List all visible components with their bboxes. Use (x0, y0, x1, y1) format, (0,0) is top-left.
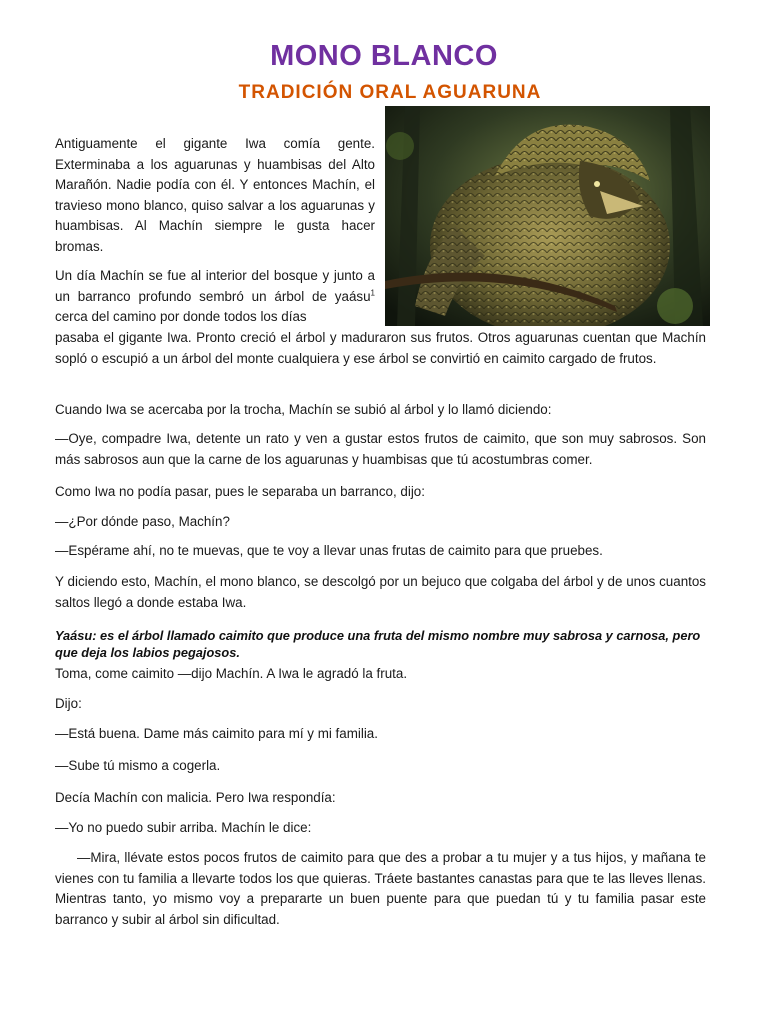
paragraph-6 (55, 512, 706, 533)
page-title: MONO BLANCO (270, 40, 498, 72)
paragraph-5-text: Como Iwa no podía pasar, pues le separaba un barranco, dijo: (55, 484, 425, 499)
paragraph-intro (55, 134, 375, 257)
creature-illustration-icon (385, 106, 710, 326)
paragraph-15-text: —Mira, llévate estos pocos frutos de caimito para que des a probar a tu mujer y a tus hijos, y mañana te vienes con tu familia a llevarte todos los que quieras. Tráete bastantes canastas para que te las lleves llenas. Mientras tanto, yo mismo voy a prepararte un buen puente para que puedan tú y tu familia pasar este barranco y subir al árbol sin dificultad. (55, 850, 706, 927)
paragraph-2-part-a: Un día Machín se fue al interior del bosque y junto a un barranco profundo sembró un árbol de yaásu (55, 268, 375, 304)
paragraph-8 (55, 572, 706, 613)
footnote-mark: 1 (370, 288, 375, 298)
creature-illustration (385, 106, 710, 326)
paragraph-13 (55, 788, 706, 809)
paragraph-13-text: Decía Machín con malicia. Pero Iwa respondía: (55, 790, 336, 805)
paragraph-9 (55, 664, 706, 685)
paragraph-2-top (55, 266, 375, 328)
paragraph-8-text: Y diciendo esto, Machín, el mono blanco, se descolgó por un bejuco que colgaba del árbol y de unos cuantos saltos llegó a donde estaba Iwa. (55, 574, 706, 610)
paragraph-14-text: —Yo no puedo subir arriba. Machín le dice: (55, 820, 312, 835)
paragraph-15 (55, 848, 706, 930)
footnote (55, 628, 706, 661)
paragraph-10-text: Dijo: (55, 696, 82, 711)
paragraph-2-part-c: pasaba el gigante Iwa. Pronto creció el árbol y maduraron sus frutos. Otros aguarunas cuentan que Machín sopló o escupió a un árbol del monte cualquiera y ese árbol se convirtió en caimito cargado de frutos. (55, 330, 706, 366)
paragraph-9-text: Toma, come caimito —dijo Machín. A Iwa le agradó la fruta. (55, 666, 408, 681)
paragraph-7 (55, 541, 706, 562)
paragraph-6-text: —¿Por dónde paso, Machín? (55, 514, 230, 529)
paragraph-2 (55, 266, 375, 328)
paragraph-5 (55, 482, 706, 503)
paragraph-2-part-b: cerca del camino por donde todos los días (55, 309, 307, 324)
paragraph-10 (55, 694, 706, 715)
footnote-text: Yaásu: es el árbol llamado caimito que produce una fruta del mismo nombre muy sabrosa y carnosa, pero que deja los labios pegajosos. (55, 628, 701, 660)
paragraph-4-text: —Oye, compadre Iwa, detente un rato y ven a gustar estos frutos de caimito, que son muy sabrosos. Son más sabrosos aun que la carne de los aguarunas y huambisas que tú acostumbras comer. (55, 431, 706, 467)
paragraph-11 (55, 724, 706, 745)
paragraph-7-text: —Espérame ahí, no te muevas, que te voy a llevar unas frutas de caimito para que pruebes. (55, 543, 603, 558)
paragraph-3-text: Cuando Iwa se acercaba por la trocha, Machín se subió al árbol y lo llamó diciendo: (55, 402, 552, 417)
paragraph-4 (55, 429, 706, 470)
paragraph-1: Antiguamente el gigante Iwa comía gente. Exterminaba a los aguarunas y huambisas del Alto Marañón. Nadie podía con él. Y entonces Machín, el travieso mono blanco, quiso salvar a los aguarunas y huambisas. Al Machín siempre le gusta hacer bromas. (55, 136, 375, 254)
paragraph-12-text: —Sube tú mismo a cogerla. (55, 758, 221, 773)
paragraph-11-text: —Está buena. Dame más caimito para mí y mi familia. (55, 726, 378, 741)
page-subtitle: TRADICIÓN ORAL AGUARUNA (238, 82, 542, 103)
paragraph-14 (55, 818, 706, 839)
paragraph-3 (55, 400, 706, 421)
paragraph-12 (55, 756, 706, 777)
paragraph-2-continued (55, 328, 706, 369)
